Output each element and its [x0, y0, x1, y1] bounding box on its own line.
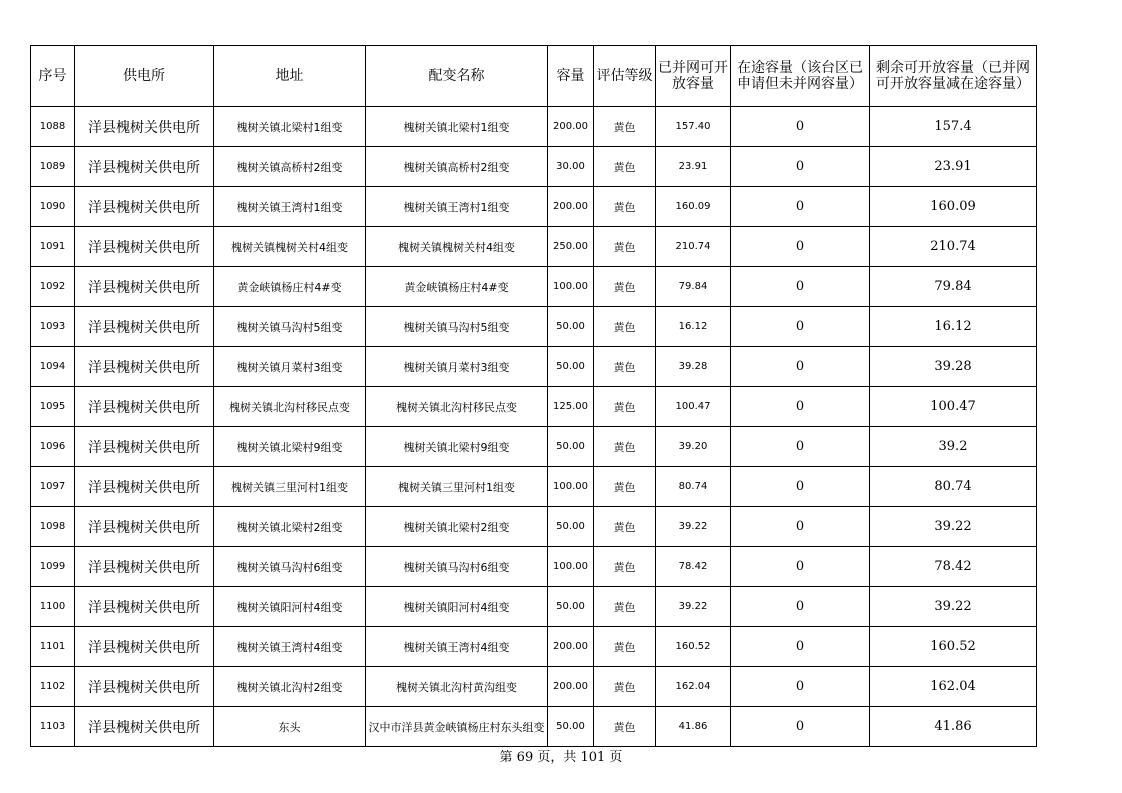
cell-idx: 1088 — [31, 107, 75, 147]
cell-address: 槐树关镇北沟村2组变 — [214, 667, 366, 707]
cell-in-transit: 0 — [731, 627, 870, 667]
cell-transformer: 槐树关镇高桥村2组变 — [366, 147, 548, 187]
cell-open-capacity: 160.09 — [656, 187, 731, 227]
cell-in-transit: 0 — [731, 467, 870, 507]
cell-in-transit: 0 — [731, 347, 870, 387]
cell-capacity: 100.00 — [548, 267, 594, 307]
cell-supplier: 洋县槐树关供电所 — [75, 387, 214, 427]
cell-open-capacity: 39.20 — [656, 427, 731, 467]
cell-remaining: 80.74 — [870, 467, 1037, 507]
cell-open-capacity: 160.52 — [656, 627, 731, 667]
table-row — [31, 547, 1037, 587]
cell-supplier: 洋县槐树关供电所 — [75, 187, 214, 227]
cell-transformer: 槐树关镇月菜村3组变 — [366, 347, 548, 387]
cell-level: 黄色 — [594, 147, 656, 187]
cell-in-transit: 0 — [731, 107, 870, 147]
cell-remaining: 162.04 — [870, 667, 1037, 707]
cell-remaining: 160.52 — [870, 627, 1037, 667]
cell-address: 槐树关镇北梁村9组变 — [214, 427, 366, 467]
table-row — [31, 587, 1037, 627]
cell-idx: 1090 — [31, 187, 75, 227]
cell-address: 槐树关镇马沟村6组变 — [214, 547, 366, 587]
cell-capacity: 200.00 — [548, 107, 594, 147]
cell-remaining: 78.42 — [870, 547, 1037, 587]
cell-level: 黄色 — [594, 707, 656, 747]
cell-level: 黄色 — [594, 347, 656, 387]
cell-capacity: 100.00 — [548, 547, 594, 587]
cell-remaining: 39.22 — [870, 507, 1037, 547]
cell-open-capacity: 39.22 — [656, 507, 731, 547]
cell-in-transit: 0 — [731, 547, 870, 587]
cell-level: 黄色 — [594, 587, 656, 627]
cell-supplier: 洋县槐树关供电所 — [75, 147, 214, 187]
cell-idx: 1095 — [31, 387, 75, 427]
cell-remaining: 39.28 — [870, 347, 1037, 387]
cell-transformer: 汉中市洋县黄金峡镇杨庄村东头组变 — [366, 707, 548, 747]
cell-address: 槐树关镇高桥村2组变 — [214, 147, 366, 187]
cell-idx: 1094 — [31, 347, 75, 387]
table-row — [31, 707, 1037, 747]
cell-idx: 1092 — [31, 267, 75, 307]
cell-supplier: 洋县槐树关供电所 — [75, 427, 214, 467]
table-row — [31, 147, 1037, 187]
table-row — [31, 427, 1037, 467]
table-row — [31, 187, 1037, 227]
cell-in-transit: 0 — [731, 707, 870, 747]
cell-supplier: 洋县槐树关供电所 — [75, 467, 214, 507]
cell-remaining: 210.74 — [870, 227, 1037, 267]
cell-transformer: 黄金峡镇杨庄村4#变 — [366, 267, 548, 307]
cell-remaining: 16.12 — [870, 307, 1037, 347]
cell-remaining: 100.47 — [870, 387, 1037, 427]
cell-open-capacity: 39.22 — [656, 587, 731, 627]
cell-open-capacity: 162.04 — [656, 667, 731, 707]
cell-transformer: 槐树关镇北梁村1组变 — [366, 107, 548, 147]
cell-address: 槐树关镇三里河村1组变 — [214, 467, 366, 507]
cell-capacity: 100.00 — [548, 467, 594, 507]
cell-level: 黄色 — [594, 547, 656, 587]
header-open-capacity: 已并网可开放容量 — [656, 46, 731, 107]
table-row — [31, 347, 1037, 387]
cell-transformer: 槐树关镇王湾村4组变 — [366, 627, 548, 667]
cell-in-transit: 0 — [731, 187, 870, 227]
cell-supplier: 洋县槐树关供电所 — [75, 587, 214, 627]
cell-capacity: 50.00 — [548, 347, 594, 387]
cell-level: 黄色 — [594, 267, 656, 307]
table-row — [31, 227, 1037, 267]
cell-transformer: 槐树关镇槐树关村4组变 — [366, 227, 548, 267]
cell-capacity: 50.00 — [548, 507, 594, 547]
cell-idx: 1101 — [31, 627, 75, 667]
cell-capacity: 200.00 — [548, 187, 594, 227]
cell-address: 槐树关镇北梁村1组变 — [214, 107, 366, 147]
cell-level: 黄色 — [594, 107, 656, 147]
cell-in-transit: 0 — [731, 587, 870, 627]
table-row — [31, 267, 1037, 307]
header-capacity: 容量 — [548, 46, 594, 107]
cell-idx: 1100 — [31, 587, 75, 627]
cell-address: 槐树关镇槐树关村4组变 — [214, 227, 366, 267]
table-row — [31, 387, 1037, 427]
table-row — [31, 107, 1037, 147]
cell-idx: 1099 — [31, 547, 75, 587]
cell-remaining: 157.4 — [870, 107, 1037, 147]
cell-transformer: 槐树关镇阳河村4组变 — [366, 587, 548, 627]
cell-open-capacity: 16.12 — [656, 307, 731, 347]
cell-level: 黄色 — [594, 307, 656, 347]
cell-remaining: 39.22 — [870, 587, 1037, 627]
cell-remaining: 41.86 — [870, 707, 1037, 747]
cell-in-transit: 0 — [731, 267, 870, 307]
cell-address: 黄金峡镇杨庄村4#变 — [214, 267, 366, 307]
cell-level: 黄色 — [594, 227, 656, 267]
header-supplier: 供电所 — [75, 46, 214, 107]
table-row — [31, 507, 1037, 547]
cell-in-transit: 0 — [731, 427, 870, 467]
cell-capacity: 30.00 — [548, 147, 594, 187]
cell-capacity: 50.00 — [548, 707, 594, 747]
cell-transformer: 槐树关镇北梁村2组变 — [366, 507, 548, 547]
cell-in-transit: 0 — [731, 387, 870, 427]
cell-transformer: 槐树关镇北沟村移民点变 — [366, 387, 548, 427]
table-row — [31, 667, 1037, 707]
page-footer: 第 69 页，共 101 页 — [499, 750, 623, 765]
cell-address: 槐树关镇北沟村移民点变 — [214, 387, 366, 427]
cell-remaining: 79.84 — [870, 267, 1037, 307]
header-idx: 序号 — [31, 46, 75, 107]
cell-idx: 1102 — [31, 667, 75, 707]
cell-supplier: 洋县槐树关供电所 — [75, 347, 214, 387]
table-row — [31, 307, 1037, 347]
cell-level: 黄色 — [594, 427, 656, 467]
table-row — [31, 627, 1037, 667]
cell-level: 黄色 — [594, 187, 656, 227]
cell-level: 黄色 — [594, 507, 656, 547]
cell-supplier: 洋县槐树关供电所 — [75, 547, 214, 587]
cell-remaining: 160.09 — [870, 187, 1037, 227]
cell-capacity: 125.00 — [548, 387, 594, 427]
cell-level: 黄色 — [594, 387, 656, 427]
cell-in-transit: 0 — [731, 147, 870, 187]
cell-supplier: 洋县槐树关供电所 — [75, 707, 214, 747]
cell-in-transit: 0 — [731, 667, 870, 707]
cell-idx: 1093 — [31, 307, 75, 347]
cell-in-transit: 0 — [731, 307, 870, 347]
cell-transformer: 槐树关镇马沟村5组变 — [366, 307, 548, 347]
cell-transformer: 槐树关镇北沟村黄沟组变 — [366, 667, 548, 707]
cell-level: 黄色 — [594, 627, 656, 667]
cell-level: 黄色 — [594, 467, 656, 507]
cell-open-capacity: 41.86 — [656, 707, 731, 747]
cell-open-capacity: 78.42 — [656, 547, 731, 587]
table-row — [31, 467, 1037, 507]
cell-idx: 1091 — [31, 227, 75, 267]
cell-supplier: 洋县槐树关供电所 — [75, 627, 214, 667]
cell-idx: 1098 — [31, 507, 75, 547]
cell-open-capacity: 80.74 — [656, 467, 731, 507]
cell-open-capacity: 210.74 — [656, 227, 731, 267]
cell-capacity: 200.00 — [548, 667, 594, 707]
cell-address: 槐树关镇阳河村4组变 — [214, 587, 366, 627]
header-address: 地址 — [214, 46, 366, 107]
cell-open-capacity: 39.28 — [656, 347, 731, 387]
cell-open-capacity: 100.47 — [656, 387, 731, 427]
header-transformer: 配变名称 — [366, 46, 548, 107]
cell-transformer: 槐树关镇王湾村1组变 — [366, 187, 548, 227]
cell-capacity: 50.00 — [548, 587, 594, 627]
capacity-table — [30, 45, 1037, 747]
cell-supplier: 洋县槐树关供电所 — [75, 507, 214, 547]
cell-address: 槐树关镇马沟村5组变 — [214, 307, 366, 347]
cell-idx: 1103 — [31, 707, 75, 747]
cell-open-capacity: 157.40 — [656, 107, 731, 147]
header-level: 评估等级 — [594, 46, 656, 107]
cell-open-capacity: 79.84 — [656, 267, 731, 307]
cell-remaining: 39.2 — [870, 427, 1037, 467]
header-row — [31, 46, 1037, 107]
cell-in-transit: 0 — [731, 507, 870, 547]
cell-capacity: 200.00 — [548, 627, 594, 667]
cell-remaining: 23.91 — [870, 147, 1037, 187]
cell-level: 黄色 — [594, 667, 656, 707]
cell-supplier: 洋县槐树关供电所 — [75, 307, 214, 347]
cell-idx: 1096 — [31, 427, 75, 467]
cell-idx: 1089 — [31, 147, 75, 187]
cell-idx: 1097 — [31, 467, 75, 507]
cell-in-transit: 0 — [731, 227, 870, 267]
cell-address: 槐树关镇王湾村4组变 — [214, 627, 366, 667]
cell-transformer: 槐树关镇三里河村1组变 — [366, 467, 548, 507]
header-in-transit: 在途容量（该台区已申请但未并网容量） — [731, 46, 870, 107]
header-remaining: 剩余可开放容量（已并网可开放容量减在途容量） — [870, 46, 1037, 107]
cell-supplier: 洋县槐树关供电所 — [75, 667, 214, 707]
cell-capacity: 50.00 — [548, 307, 594, 347]
cell-supplier: 洋县槐树关供电所 — [75, 227, 214, 267]
cell-open-capacity: 23.91 — [656, 147, 731, 187]
cell-capacity: 250.00 — [548, 227, 594, 267]
cell-transformer: 槐树关镇北梁村9组变 — [366, 427, 548, 467]
cell-address: 槐树关镇王湾村1组变 — [214, 187, 366, 227]
cell-address: 槐树关镇月菜村3组变 — [214, 347, 366, 387]
cell-capacity: 50.00 — [548, 427, 594, 467]
cell-address: 东头 — [214, 707, 366, 747]
cell-supplier: 洋县槐树关供电所 — [75, 267, 214, 307]
cell-transformer: 槐树关镇马沟村6组变 — [366, 547, 548, 587]
cell-address: 槐树关镇北梁村2组变 — [214, 507, 366, 547]
cell-supplier: 洋县槐树关供电所 — [75, 107, 214, 147]
